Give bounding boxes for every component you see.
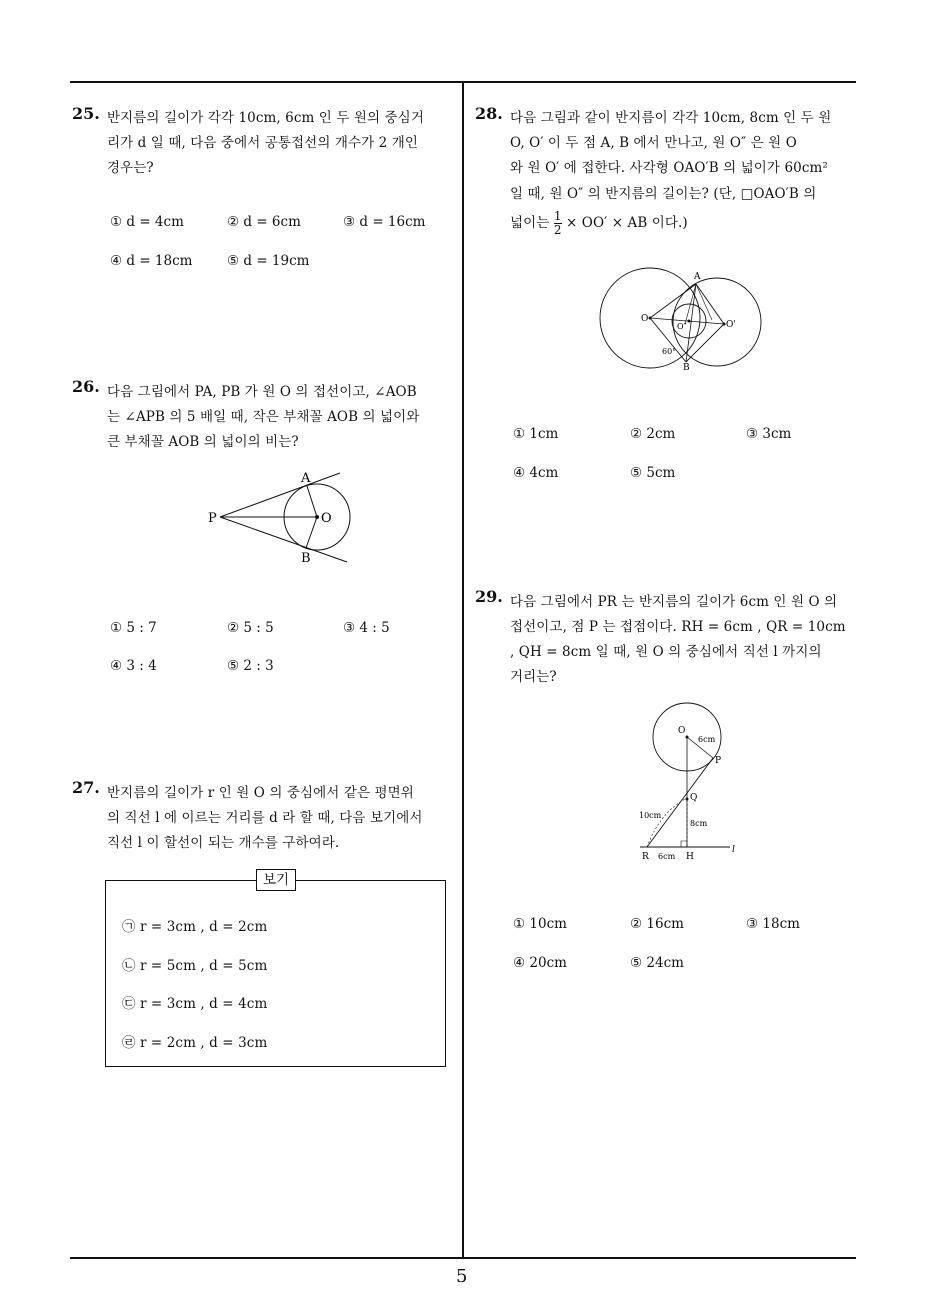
- q26-line-1: 다음 그림에서 PA, PB 가 원 O 의 접선이고, ∠AOB: [107, 384, 417, 400]
- question-number-29: 29.: [475, 587, 503, 606]
- q26-choice-3[interactable]: ③ 4 : 5: [343, 620, 390, 636]
- q29-label-qh: 8cm: [690, 819, 708, 828]
- q28-dot-o2: [688, 320, 691, 323]
- q28-segment-oo: [650, 318, 724, 324]
- q25-choice-3[interactable]: ③ d = 16cm: [343, 214, 426, 230]
- q27-line-1: 반지름의 길이가 r 인 원 O 의 중심에서 같은 평면위: [107, 785, 414, 801]
- q27-bogi-title: 보기: [256, 869, 296, 891]
- q29-label-rh: 6cm: [658, 852, 676, 861]
- q28-line-5-pre: 넓이는: [510, 215, 550, 231]
- q28-line-3: 와 원 O′ 에 접한다. 사각형 OAO′B 의 넓이가 60cm²: [510, 160, 828, 176]
- q28-line-1: 다음 그림과 같이 반지름이 각각 10cm, 8cm 인 두 원: [510, 110, 832, 126]
- q29-line-2: 접선이고, 점 P 는 접점이다. RH = 6cm , QR = 10cm: [510, 619, 846, 635]
- q27-bogi-item-1: ㉠ r = 3cm , d = 2cm: [122, 919, 268, 935]
- q27-bogi-item-3: ㉢ r = 3cm , d = 4cm: [122, 996, 268, 1012]
- q28-line-5: [510, 210, 688, 237]
- q27-bogi-item-2: ㉡ r = 5cm , d = 5cm: [122, 958, 268, 974]
- q28-label-o2: O″: [677, 322, 687, 331]
- q28-label-angle: 60°: [662, 347, 677, 356]
- q29-choice-2[interactable]: ② 16cm: [630, 916, 684, 932]
- q26-choice-5[interactable]: ⑤ 2 : 3: [227, 658, 274, 674]
- q28-frac-num: 1: [553, 209, 562, 223]
- q28-segment-ab: [686, 284, 696, 362]
- q26-label-b: B: [301, 551, 311, 566]
- q28-choice-2[interactable]: ② 2cm: [630, 426, 676, 442]
- q25-choice-5[interactable]: ⑤ d = 19cm: [227, 253, 310, 269]
- q25-line-3: 경우는?: [107, 160, 154, 176]
- page-number: 5: [456, 1266, 468, 1287]
- q29-choice-5[interactable]: ⑤ 24cm: [630, 955, 684, 971]
- question-number-28: 28.: [475, 104, 503, 123]
- q28-helper-2: [696, 284, 712, 320]
- q29-choice-1[interactable]: ① 10cm: [513, 916, 567, 932]
- q29-label-r6: 6cm: [698, 735, 716, 744]
- column-divider: [462, 81, 464, 1258]
- q26-choice-1[interactable]: ① 5 : 7: [110, 620, 157, 636]
- q29-label-r: R: [642, 852, 649, 862]
- q28-choice-3[interactable]: ③ 3cm: [746, 426, 792, 442]
- q29-dot-o: [686, 736, 689, 739]
- q27-line-3: 직선 l 이 할선이 되는 개수를 구하여라.: [107, 835, 340, 851]
- q29-line-4: 거리는?: [510, 669, 557, 685]
- q25-line-1: 반지름의 길이가 각각 10cm, 6cm 인 두 원의 중심거: [107, 110, 424, 126]
- q27-line-2: 의 직선 l 에 이르는 거리를 d 라 할 때, 다음 보기에서: [107, 810, 423, 826]
- q27-bogi-item-4: ㉣ r = 2cm , d = 3cm: [122, 1035, 268, 1051]
- q29-line-1: 다음 그림에서 PR 는 반지름의 길이가 6cm 인 원 O 의: [510, 594, 838, 610]
- q28-label-o1: O': [726, 320, 736, 330]
- question-number-27: 27.: [72, 778, 100, 797]
- q29-label-o: O: [678, 726, 686, 736]
- q28-frac-den: 2: [553, 223, 562, 237]
- q28-dot-o: [649, 317, 652, 320]
- q29-label-q: Q: [690, 793, 698, 803]
- q29-label-qr: 10cm: [639, 811, 662, 820]
- q29-label-p: P: [715, 756, 722, 766]
- q28-fraction: [554, 210, 562, 237]
- question-number-26: 26.: [72, 377, 100, 396]
- q26-radius-ob: [306, 517, 317, 548]
- q29-choice-3[interactable]: ③ 18cm: [746, 916, 800, 932]
- q28-line-2: O, O′ 이 두 점 A, B 에서 만나고, 원 O″ 은 원 O: [510, 135, 797, 151]
- q29-dot-q: [686, 798, 689, 801]
- q28-label-a: A: [694, 272, 701, 282]
- question-number-25: 25.: [72, 104, 100, 123]
- q25-choice-4[interactable]: ④ d = 18cm: [110, 253, 193, 269]
- q28-line-5-post: × OO′ × AB 이다.): [566, 215, 688, 231]
- q26-figure: [200, 465, 360, 570]
- q28-figure: [600, 262, 775, 374]
- q25-choice-1[interactable]: ① d = 4cm: [110, 214, 184, 230]
- q26-line-2: 는 ∠APB 의 5 배일 때, 작은 부채꼴 AOB 의 넓이와: [107, 409, 420, 425]
- q26-line-3: 큰 부채꼴 AOB 의 넓이의 비는?: [107, 434, 299, 450]
- q25-choice-2[interactable]: ② d = 6cm: [227, 214, 301, 230]
- q29-figure: [630, 700, 750, 865]
- q28-line-4: 일 때, 원 O″ 의 반지름의 길이는? (단, □OAO′B 의: [510, 186, 817, 202]
- q28-choice-1[interactable]: ① 1cm: [513, 426, 559, 442]
- q29-label-l: l: [732, 845, 735, 855]
- q26-label-p: P: [208, 511, 217, 526]
- q25-line-2: 리가 d 일 때, 다음 중에서 공통접선의 개수가 2 개인: [107, 135, 419, 151]
- q28-label-o: O: [641, 314, 649, 324]
- q29-label-h: H: [686, 852, 694, 862]
- q26-choice-2[interactable]: ② 5 : 5: [227, 620, 274, 636]
- q26-label-o: O: [321, 511, 332, 526]
- q29-line-3: , QH = 8cm 일 때, 원 O 의 중심에서 직선 l 까지의: [510, 644, 822, 660]
- q26-center-dot: [315, 515, 319, 519]
- q26-radius-oa: [307, 486, 317, 517]
- q29-right-angle: [681, 841, 687, 847]
- q26-label-a: A: [301, 471, 311, 486]
- q28-choice-5[interactable]: ⑤ 5cm: [630, 465, 676, 481]
- q28-choice-4[interactable]: ④ 4cm: [513, 465, 559, 481]
- bottom-rule: [70, 1257, 856, 1259]
- q29-choice-4[interactable]: ④ 20cm: [513, 955, 567, 971]
- q26-choice-4[interactable]: ④ 3 : 4: [110, 658, 157, 674]
- q28-label-b: B: [683, 363, 690, 373]
